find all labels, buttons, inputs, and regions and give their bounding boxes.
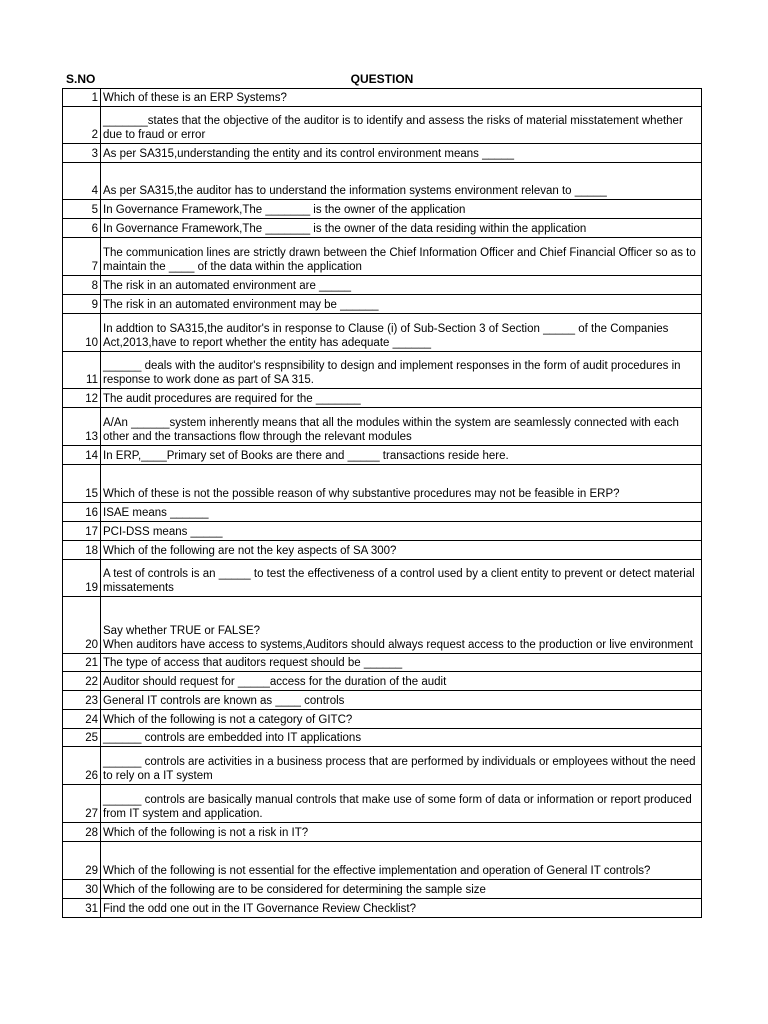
table-row [63, 238, 702, 276]
table-row [63, 880, 702, 899]
row-number: 14 [63, 446, 101, 465]
table-row [63, 446, 702, 465]
row-number: 29 [63, 842, 101, 880]
row-number: 27 [63, 785, 101, 823]
table-row [63, 389, 702, 408]
row-number: 21 [63, 654, 101, 672]
table-row [63, 823, 702, 842]
row-number: 11 [63, 352, 101, 389]
row-number: 23 [63, 691, 101, 710]
question-text: A test of controls is an _____ to test the effectiveness of a control used by a client entity to prevent or detect material missatements [101, 560, 702, 597]
row-number: 16 [63, 503, 101, 522]
question-text: Which of these is not the possible reason of why substantive procedures may not be feasible in ERP? [101, 465, 702, 503]
table-row [63, 691, 702, 710]
question-table [62, 88, 702, 918]
row-number: 1 [63, 89, 101, 107]
question-text: ______ controls are embedded into IT applications [101, 729, 702, 747]
row-number: 2 [63, 107, 101, 144]
table-row [63, 899, 702, 918]
row-number: 31 [63, 899, 101, 918]
table-row [63, 200, 702, 219]
question-text: In addtion to SA315,the auditor's in response to Clause (i) of Sub-Section 3 of Section _____ of the Companies Act,2013,have to report whether the entity has adequate ______ [101, 314, 702, 352]
question-sheet [62, 70, 702, 918]
question-text: ISAE means ______ [101, 503, 702, 522]
sno-header: S.NO [66, 72, 96, 86]
question-text: Which of the following is not essential for the effective implementation and operation of General IT controls? [101, 842, 702, 880]
question-text: ______ deals with the auditor's respnsibility to design and implement responses in the form of audit procedures in response to work done as part of SA 315. [101, 352, 702, 389]
table-row [63, 465, 702, 503]
row-number: 5 [63, 200, 101, 219]
question-text: Which of the following are not the key aspects of SA 300? [101, 541, 702, 560]
question-text: PCI-DSS means _____ [101, 522, 702, 541]
row-number: 22 [63, 672, 101, 691]
question-text: Auditor should request for _____access for the duration of the audit [101, 672, 702, 691]
table-row [63, 710, 702, 729]
table-row [63, 672, 702, 691]
table-row [63, 503, 702, 522]
question-text: A/An ______system inherently means that all the modules within the system are seamlessly connected with each other and the transactions flow through the relevant modules [101, 408, 702, 446]
question-text: Which of the following are to be considered for determining the sample size [101, 880, 702, 899]
question-text: As per SA315,understanding the entity and its control environment means _____ [101, 144, 702, 163]
row-number: 15 [63, 465, 101, 503]
question-text: In ERP,____Primary set of Books are there and _____ transactions reside here. [101, 446, 702, 465]
table-row [63, 842, 702, 880]
row-number: 9 [63, 295, 101, 314]
question-text: The audit procedures are required for the _______ [101, 389, 702, 408]
table-row [63, 276, 702, 295]
question-text: In Governance Framework,The _______ is the owner of the application [101, 200, 702, 219]
question-text: Which of these is an ERP Systems? [101, 89, 702, 107]
question-text: ______ controls are basically manual controls that make use of some form of data or information or report produced from IT system and application. [101, 785, 702, 823]
question-text: Say whether TRUE or FALSE? When auditors have access to systems,Auditors should always request access to the production or live environment [101, 597, 702, 654]
table-row [63, 89, 702, 107]
table-row [63, 163, 702, 200]
row-number: 17 [63, 522, 101, 541]
question-text: The risk in an automated environment are _____ [101, 276, 702, 295]
column-headers [62, 70, 702, 88]
row-number: 12 [63, 389, 101, 408]
question-text: The type of access that auditors request should be ______ [101, 654, 702, 672]
table-row [63, 522, 702, 541]
row-number: 18 [63, 541, 101, 560]
row-number: 24 [63, 710, 101, 729]
table-row [63, 654, 702, 672]
question-text: Which of the following is not a category of GITC? [101, 710, 702, 729]
table-row [63, 314, 702, 352]
table-row [63, 747, 702, 785]
question-header: QUESTION [350, 72, 414, 86]
row-number: 7 [63, 238, 101, 276]
table-row [63, 352, 702, 389]
row-number: 6 [63, 219, 101, 238]
table-row [63, 107, 702, 144]
table-row [63, 785, 702, 823]
table-row [63, 560, 702, 597]
question-text: As per SA315,the auditor has to understand the information systems environment relevan to _____ [101, 163, 702, 200]
table-row [63, 295, 702, 314]
question-text: General IT controls are known as ____ controls [101, 691, 702, 710]
table-row [63, 597, 702, 654]
row-number: 10 [63, 314, 101, 352]
question-text: ______ controls are activities in a business process that are performed by individuals or employees without the need to rely on a IT system [101, 747, 702, 785]
row-number: 28 [63, 823, 101, 842]
table-row [63, 541, 702, 560]
table-row [63, 219, 702, 238]
row-number: 26 [63, 747, 101, 785]
question-text: _______states that the objective of the auditor is to identify and assess the risks of material misstatement whether due to fraud or error [101, 107, 702, 144]
question-text: Which of the following is not a risk in IT? [101, 823, 702, 842]
question-text: In Governance Framework,The _______ is the owner of the data residing within the application [101, 219, 702, 238]
question-text: Find the odd one out in the IT Governance Review Checklist? [101, 899, 702, 918]
question-text: The risk in an automated environment may be ______ [101, 295, 702, 314]
row-number: 30 [63, 880, 101, 899]
row-number: 3 [63, 144, 101, 163]
question-text: The communication lines are strictly drawn between the Chief Information Officer and Chief Financial Officer so as to maintain the ____ of the data within the application [101, 238, 702, 276]
row-number: 13 [63, 408, 101, 446]
row-number: 20 [63, 597, 101, 654]
row-number: 19 [63, 560, 101, 597]
table-row [63, 408, 702, 446]
row-number: 8 [63, 276, 101, 295]
table-row [63, 729, 702, 747]
table-row [63, 144, 702, 163]
row-number: 25 [63, 729, 101, 747]
row-number: 4 [63, 163, 101, 200]
